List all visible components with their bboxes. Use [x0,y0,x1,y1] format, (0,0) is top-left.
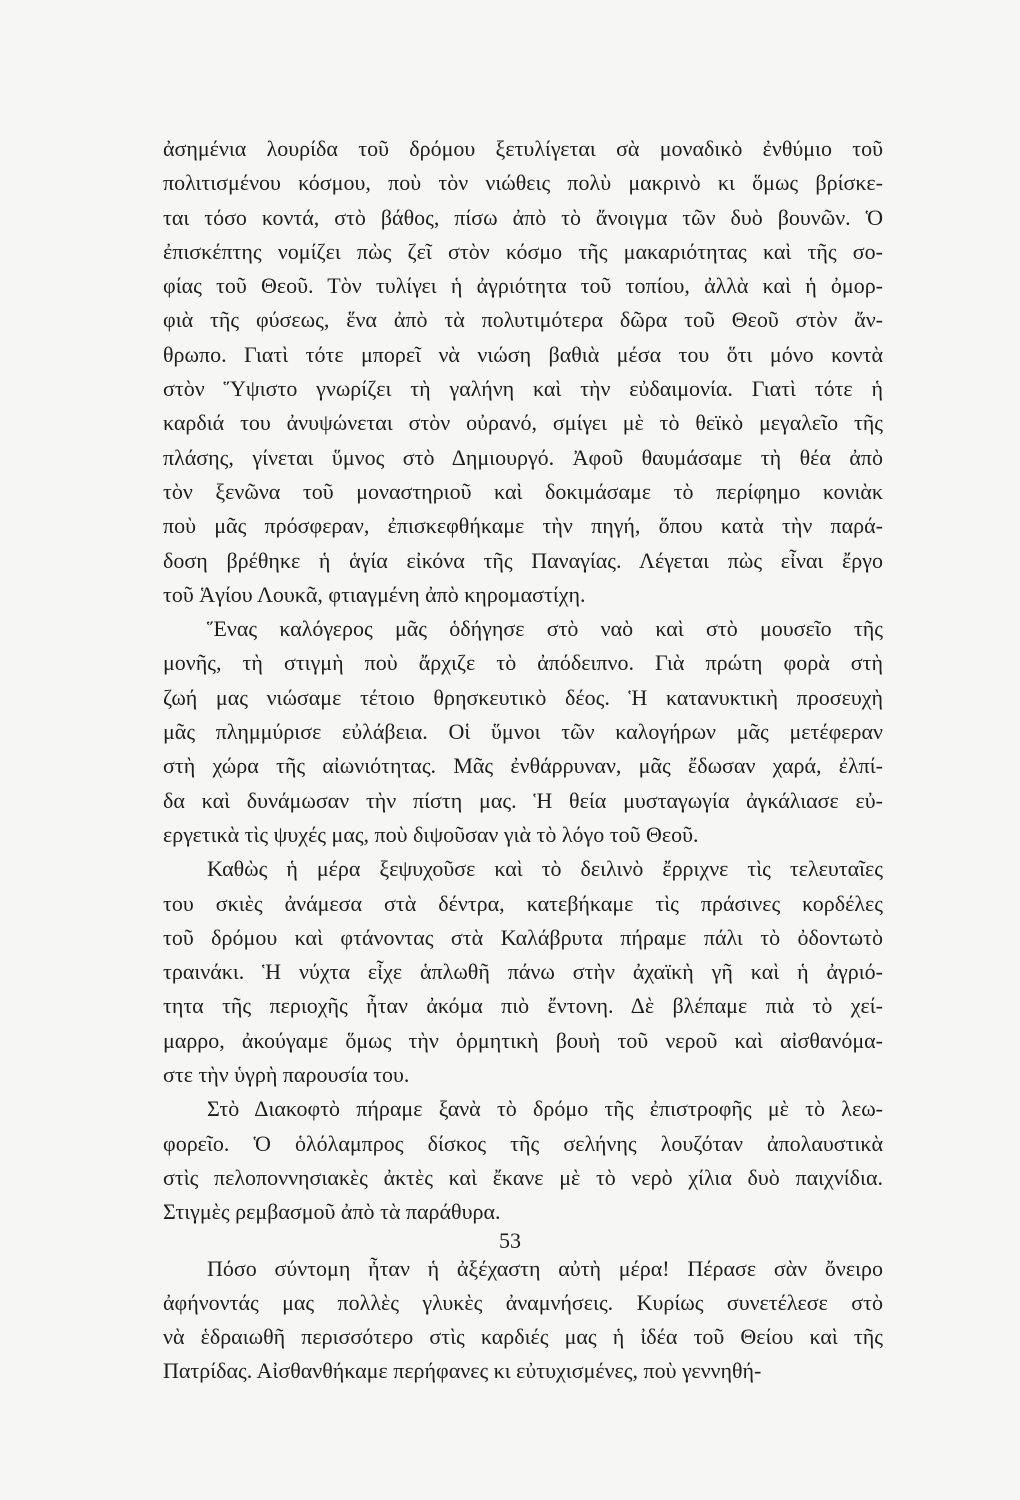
text-line: στὸν Ὕψιστο γνωρίζει τὴ γαλήνη καὶ τὴν εὐδαιμονία. Γιατὶ τότε ἡ [163,376,883,402]
text-line: Πόσο σύντομη ἦταν ἡ ἀξέχαστη αὐτὴ μέρα! Πέρασε σὰν ὄνειρο [207,1255,883,1281]
text-line: φορεῖο. Ὁ ὁλόλαμπρος δίσκος τῆς σελήνης λουζόταν ἀπολαυστικὰ [163,1130,883,1156]
text-line: τὸν ξενῶνα τοῦ μοναστηριοῦ καὶ δοκιμάσαμε τὸ περίφημο κονιὰκ [163,478,883,504]
text-line: δα καὶ δυνάμωσαν τὴν πίστη μας. Ἡ θεία μυσταγωγία ἀγκάλιασε εὐ- [163,787,883,813]
text-line: τραινάκι. Ἡ νύχτα εἶχε ἁπλωθῆ πάνω στὴν ἀχαϊκὴ γῆ καὶ ἡ ἀγριό- [163,959,883,985]
text-line: τοῦ δρόμου καὶ φτάνοντας στὰ Καλάβρυτα πήραμε πάλι τὸ ὀδοντωτὸ [163,924,883,950]
text-line: τητα τῆς περιοχῆς ἦταν ἀκόμα πιὸ ἔντονη. Δὲ βλέπαμε πιὰ τὸ χεί- [163,993,883,1019]
paragraph [163,612,883,852]
text-line: Πατρίδας. Αἰσθανθήκαμε περήφανες κι εὐτυχισμένες, ποὺ γεννηθή- [163,1358,762,1384]
text-line: στε τὴν ὑγρὴ παρουσία του. [163,1062,410,1088]
text-line: θρωπο. Γιατὶ τότε μπορεῖ νὰ νιώση βαθιὰ μέσα του ὅτι μόνο κοντὰ [163,341,883,367]
text-line: Στὸ Διακοφτὸ πήραμε ξανὰ τὸ δρόμο τῆς ἐπιστροφῆς μὲ τὸ λεω- [207,1096,883,1122]
paragraph [163,1092,883,1229]
text-line: Στιγμὲς ρεμβασμοῦ ἀπὸ τὰ παράθυρα. [163,1199,501,1225]
text-line: ται τόσο κοντά, στὸ βάθος, πίσω ἀπὸ τὸ ἄνοιγμα τῶν δυὸ βουνῶν. Ὁ [163,204,883,230]
text-line: στὶς πελοποννησιακὲς ἀκτὲς καὶ ἔκανε μὲ τὸ νερὸ χίλια δυὸ παιχνίδια. [163,1164,883,1190]
text-line: τοῦ Ἁγίου Λουκᾶ, φτιαγμένη ἀπὸ κηρομαστίχη. [163,581,586,607]
text-line: φίας τοῦ Θεοῦ. Τὸν τυλίγει ἡ ἀγριότητα τοῦ τοπίου, ἀλλὰ καὶ ἡ ὀμορ- [163,273,883,299]
text-line: Ἕνας καλόγερος μᾶς ὁδήγησε στὸ ναὸ καὶ στὸ μουσεῖο τῆς [207,616,883,642]
text-line: ἐπισκέπτης νομίζει πὼς ζεῖ στὸν κόσμο τῆς μακαριότητας καὶ τῆς σο- [163,238,883,264]
text-line: ποὺ μᾶς πρόσφεραν, ἐπισκεφθήκαμε τὴν πηγή, ὅπου κατὰ τὴν παρά- [163,513,883,539]
text-line: καρδιά του ἀνυψώνεται στὸν οὐρανό, σμίγει μὲ τὸ θεϊκὸ μεγαλεῖο τῆς [163,410,883,436]
paragraph [163,852,883,1092]
text-line: μαρρο, ἀκούγαμε ὅμως τὴν ὁρμητικὴ βουὴ τοῦ νεροῦ καὶ αἰσθανόμα- [163,1027,883,1053]
text-line: δοση βρέθηκε ἡ ἁγία εἰκόνα τῆς Παναγίας. Λέγεται πὼς εἶναι ἔργο [163,547,883,573]
text-line: νὰ ἑδραιωθῆ περισσότερο στὶς καρδιές μας ἡ ἰδέα τοῦ Θείου καὶ τῆς [163,1324,883,1350]
paragraph [163,132,883,612]
text-line: του σκιὲς ἀνάμεσα στὰ δέντρα, κατεβήκαμε τὶς πράσινες κορδέλες [163,890,883,916]
text-line: Καθὼς ἡ μέρα ξεψυχοῦσε καὶ τὸ δειλινὸ ἔρριχνε τὶς τελευταῖες [207,856,883,882]
text-line: πλάσης, γίνεται ὕμνος στὸ Δημιουργό. Ἀφοῦ θαυμάσαμε τὴ θέα ἀπὸ [163,444,883,470]
body-text [163,132,883,1389]
text-line: εργετικὰ τὶς ψυχές μας, ποὺ διψοῦσαν γιὰ τὸ λόγο τοῦ Θεοῦ. [163,821,699,847]
text-line: ἀφήνοντάς μας πολλὲς γλυκὲς ἀναμνήσεις. Κυρίως συνετέλεσε στὸ [163,1289,883,1315]
page-number: 53 [499,1228,521,1253]
text-line: μᾶς πλημμύρισε εὐλάβεια. Οἱ ὕμνοι τῶν καλογήρων μᾶς μετέφεραν [163,719,883,745]
text-line: πολιτισμένου κόσμου, ποὺ τὸν νιώθεις πολὺ μακρινὸ κι ὅμως βρίσκε- [163,170,883,196]
text-line: μονῆς, τὴ στιγμὴ ποὺ ἄρχιζε τὸ ἀπόδειπνο. Γιὰ πρώτη φορὰ στὴ [163,650,883,676]
text-line: φιὰ τῆς φύσεως, ἕνα ἀπὸ τὰ πολυτιμότερα δῶρα τοῦ Θεοῦ στὸν ἄν- [163,307,883,333]
paragraph [163,1252,883,1389]
text-line: ἀσημένια λουρίδα τοῦ δρόμου ξετυλίγεται σὰ μοναδικὸ ἐνθύμιο τοῦ [163,136,883,161]
text-line: ζωή μας νιώσαμε τέτοιο θρησκευτικὸ δέος. Ἡ κατανυκτικὴ προσευχὴ [163,684,883,710]
text-line: στὴ χώρα τῆς αἰωνιότητας. Μᾶς ἐνθάρρυναν, μᾶς ἔδωσαν χαρά, ἐλπί- [163,753,883,779]
